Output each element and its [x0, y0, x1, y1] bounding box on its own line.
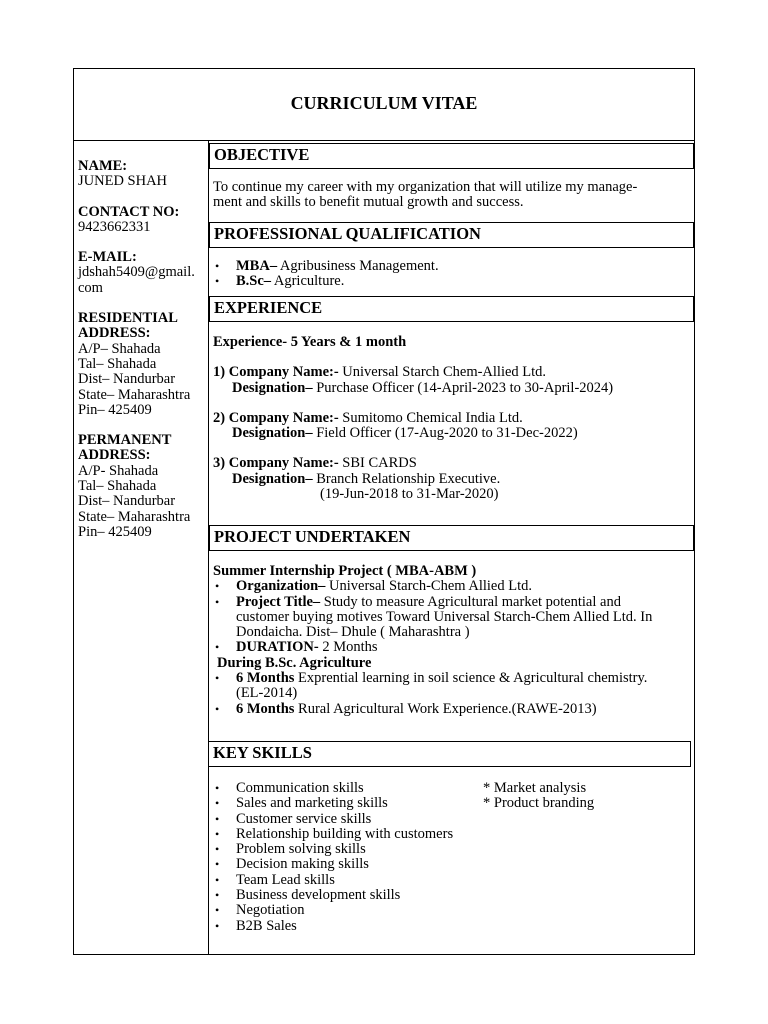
email-value-line1: jdshah5409@gmail. [78, 264, 195, 281]
list-item: • B.Sc– Agriculture. [213, 274, 690, 289]
residential-address-label-2: ADDRESS: [78, 325, 151, 342]
permanent-address-line: State– Maharashtra [78, 508, 191, 525]
list-item: • 6 Months Rural Agricultural Work Experience.(RAWE-2013) [213, 702, 690, 717]
job-company: 3) Company Name:- SBI CARDS [213, 455, 417, 472]
project-subtitle: Summer Internship Project ( MBA-ABM ) [213, 563, 477, 579]
list-item: • MBA– Agribusiness Management. [213, 259, 690, 274]
job-dates: (19-Jun-2018 to 31-Mar-2020) [320, 486, 499, 503]
qualification-heading: PROFESSIONAL QUALIFICATION [209, 222, 694, 248]
job-designation: Designation– Purchase Officer (14-April-2023 to 30-April-2024) [232, 379, 614, 396]
permanent-address-line: Tal– Shahada [78, 478, 157, 495]
residential-address-line: Dist– Nandurbar [78, 371, 176, 388]
project-heading: PROJECT UNDERTAKEN [209, 525, 694, 551]
skills-section [213, 781, 690, 934]
list-item: • B2B Sales [213, 919, 690, 934]
list-item: • 6 Months Exprential learning in soil science & Agricultural chemistry. (EL-2014) [213, 671, 690, 702]
objective-text [213, 180, 690, 211]
contact-label: CONTACT NO: [78, 203, 180, 220]
objective-line: ment and skills to benefit mutual growth and success. [213, 194, 524, 211]
list-item: • Negotiation [213, 903, 690, 918]
document-title: CURRICULUM VITAE [290, 93, 478, 113]
permanent-address-line: A/P- Shahada [78, 462, 159, 479]
list-item: • DURATION- 2 Months [213, 640, 690, 655]
experience-summary: Experience- 5 Years & 1 month [213, 334, 407, 350]
job-company: 1) Company Name:- Universal Starch Chem-Allied Ltd. [213, 364, 547, 381]
job-designation: Designation– Branch Relationship Executive. [232, 470, 501, 487]
name-label: NAME: [78, 158, 128, 174]
qualification-list [213, 259, 690, 290]
list-item: • Communication skills [213, 781, 690, 796]
permanent-address-line: Dist– Nandurbar [78, 493, 176, 510]
residential-address-line: Tal– Shahada [78, 355, 157, 372]
list-item: * Market analysis [483, 780, 587, 796]
list-item: • Customer service skills [213, 812, 690, 827]
residential-address-line: A/P– Shahada [78, 340, 161, 357]
list-item: • Project Title– Study to measure Agricultural market potential and customer buying motives Toward Universal Starch-Chem Allied Ltd. In Dondaicha. Dist– Dhule ( Maharashtra ) [213, 595, 690, 641]
email-label: E-MAIL: [78, 249, 137, 266]
list-item: • Business development skills [213, 888, 690, 903]
job-designation: Designation– Field Officer (17-Aug-2020 to 31-Dec-2022) [232, 425, 578, 442]
experience-heading: EXPERIENCE [209, 296, 694, 322]
name-value: JUNED SHAH [78, 173, 168, 190]
objective-heading: OBJECTIVE [209, 143, 694, 169]
residential-address-line: State– Maharashtra [78, 386, 191, 403]
list-item: • Team Lead skills [213, 873, 690, 888]
email-value-line2: com [78, 279, 103, 296]
main-content-column [209, 141, 694, 954]
residential-address-label: RESIDENTIAL [78, 310, 178, 327]
residential-address-line: Pin– 425409 [78, 401, 152, 418]
experience-section [213, 335, 690, 502]
skills-extra-list [483, 781, 594, 812]
bsc-heading: During B.Sc. Agriculture [217, 654, 372, 671]
list-item: • Decision making skills [213, 857, 690, 872]
permanent-address-label: PERMANENT [78, 432, 172, 449]
contact-value: 9423662331 [78, 218, 151, 235]
list-item: • Relationship building with customers [213, 827, 690, 842]
personal-details-column [74, 141, 209, 954]
resume-page [73, 68, 695, 955]
list-item: • Problem solving skills [213, 842, 690, 857]
title-row [74, 69, 694, 141]
list-item: • Organization– Universal Starch-Chem Allied Ltd. [213, 579, 690, 594]
permanent-address-label-2: ADDRESS: [78, 447, 151, 464]
list-item: • Sales and marketing skills [213, 796, 690, 811]
skills-heading: KEY SKILLS [208, 741, 691, 767]
objective-line: To continue my career with my organization that will utilize my manage- [213, 179, 638, 195]
project-section [213, 564, 690, 717]
permanent-address-line: Pin– 425409 [78, 523, 152, 540]
job-company: 2) Company Name:- Sumitomo Chemical India Ltd. [213, 409, 523, 426]
list-item: * Product branding [483, 795, 595, 812]
